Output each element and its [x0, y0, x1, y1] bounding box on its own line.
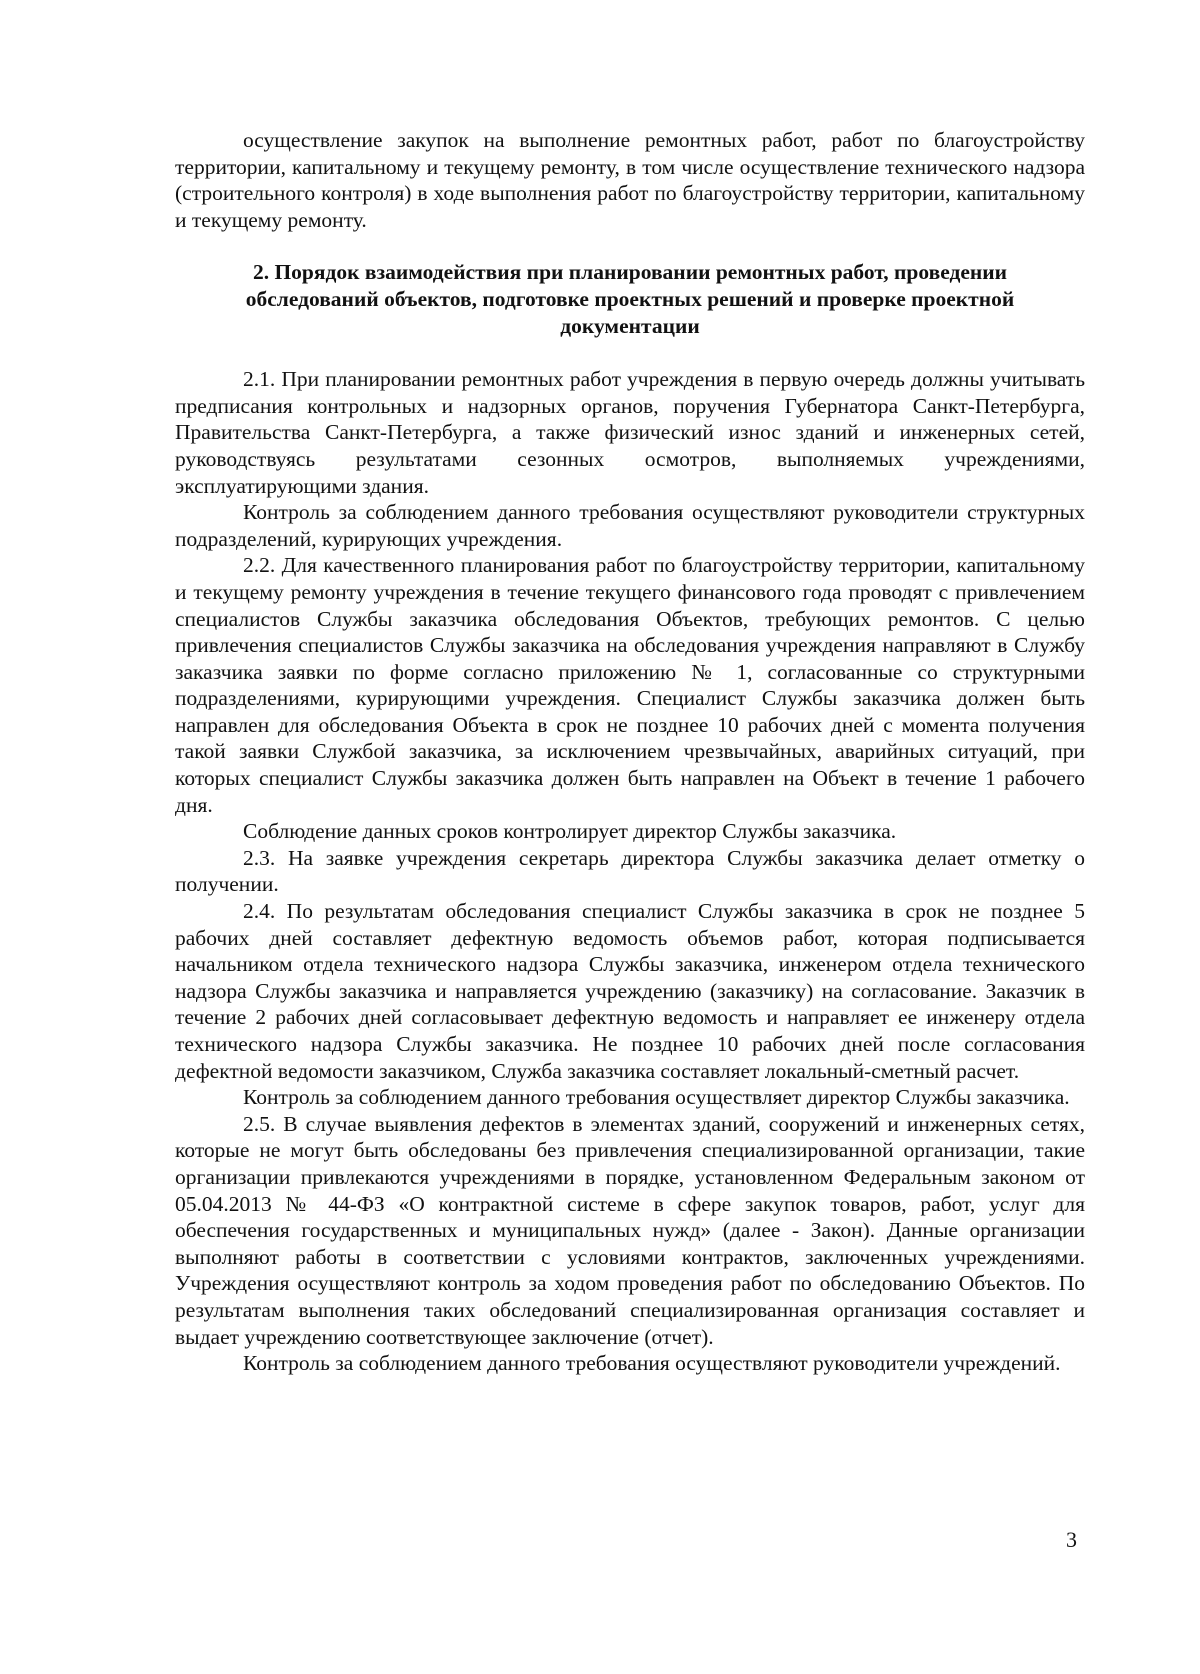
paragraph-2-1: 2.1. При планировании ремонтных работ учреждения в первую очередь должны учитывать предписания контрольных и надзорных органов, поручения Губернатора Санкт-Петербурга, Правительства Санкт-Петербурга, а также физический износ зданий и инженерных сетей, руководствуясь результатами сезонных осмотров, выполняемых учреждениями, эксплуатирующими здания.: [175, 367, 1085, 498]
paragraph-2-3: 2.3. На заявке учреждения секретарь директора Службы заказчика делает отметку о получении.: [175, 845, 1085, 897]
paragraph-2-1-control: Контроль за соблюдением данного требования осуществляют руководители структурных подразделений, курирующих учреждения.: [175, 500, 1085, 551]
intro-paragraph: осуществление закупок на выполнение ремонтных работ, работ по благоустройству территории, капитальному и текущему ремонту, в том числе осуществление технического надзора (строительного контроля) в ходе выполнения работ по благоустройству территории, капитальному и текущему ремонту.: [175, 128, 1085, 232]
paragraph-2-4: 2.4. По результатам обследования специалист Службы заказчика в срок не позднее 5 рабочих дней составляет дефектную ведомость объемов работ, которая подписывается начальником отдела технического надзора Службы заказчика, инженером отдела технического надзора Службы заказчика и направляется учреждению (заказчику) на согласование. Заказчик в течение 2 рабочих дней согласовывает дефектную ведомость и направляет ее инженеру отдела технического надзора Службы заказчика. Не позднее 10 рабочих дней после согласования дефектной ведомости заказчиком, Служба заказчика составляет локальный-сметный расчет.: [175, 899, 1085, 1083]
section-heading-line-2: обследований объектов, подготовке проектных решений и проверке проектной: [245, 286, 1015, 311]
paragraph-2-4-control: Контроль за соблюдением данного требования осуществляет директор Службы заказчика.: [243, 1085, 1070, 1110]
section-heading: [175, 259, 1085, 339]
document-body: [175, 127, 1085, 1377]
paragraph-2-5: 2.5. В случае выявления дефектов в элементах зданий, сооружений и инженерных сетях, которые не могут быть обследованы без привлечения специализированной организации, такие организации привлекаются учреждениями в порядке, установленном Федеральным законом от 05.04.2013 № 44-ФЗ «О контрактной системе в сфере закупок товаров, работ, услуг для обеспечения государственных и муниципальных нужд» (далее - Закон). Данные организации выполняют работы в соответствии с условиями контрактов, заключенных учреждениями. Учреждения осуществляют контроль за ходом проведения работ по обследованию Объектов. По результатам выполнения таких обследований специализированная организация составляет и выдает учреждению соответствующее заключение (отчет).: [175, 1111, 1085, 1349]
paragraph-2-2-control: Соблюдение данных сроков контролирует директор Службы заказчика.: [243, 819, 897, 844]
paragraph-2-5-control: Контроль за соблюдением данного требования осуществляют руководители учреждений.: [243, 1351, 1061, 1376]
paragraph-2-2: 2.2. Для качественного планирования работ по благоустройству территории, капитальному и текущему ремонту учреждения в течение текущего финансового года проводят с привлечением специалистов Службы заказчика обследования Объектов, требующих ремонтов. С целью привлечения специалистов Службы заказчика на обследования учреждения направляют в Службу заказчика заявки по форме согласно приложению № 1, согласованные со структурными подразделениями, курирующими учреждения. Специалист Службы заказчика должен быть направлен для обследования Объекта в срок не позднее 10 рабочих дней с момента получения такой заявки Службой заказчика, за исключением чрезвычайных, аварийных ситуаций, при которых специалист Службы заказчика должен быть направлен на Объект в течение 1 рабочего дня.: [175, 553, 1085, 817]
section-heading-line-1: 2. Порядок взаимодействия при планировании ремонтных работ, проведении: [252, 260, 1008, 285]
section-heading-line-3: документации: [560, 313, 700, 338]
page-number: 3: [1066, 1527, 1077, 1552]
